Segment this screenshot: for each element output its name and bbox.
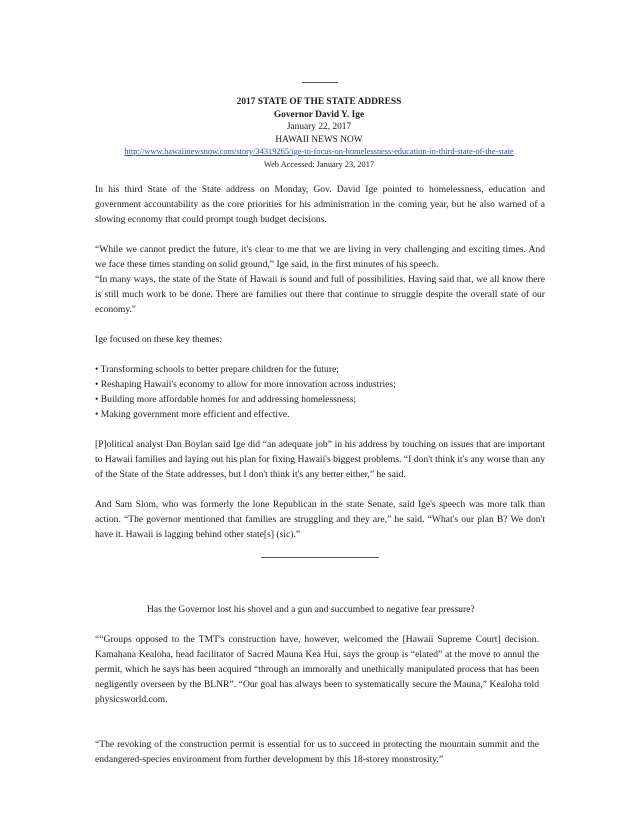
theme-item: • Making government more efficient and effective. — [95, 409, 290, 420]
quote-paragraph-1: “While we cannot predict the future, it's clear to me that we are living in very challenging and exciting times. And we face these times standing on solid ground,” Ige said, in the first minutes of his speech. — [95, 244, 545, 270]
intro-paragraph: In his third State of the State address on Monday, Gov. David Ige pointed to homelessness, education and government accountability as the core priorities for his administration in the coming year, but he also warned of a slowing economy that could prompt tough budget decisions. — [95, 184, 545, 225]
document-body — [95, 182, 545, 767]
slom-paragraph: And Sam Slom, who was formerly the lone Republican in the state Senate, said Ige's speech was more talk than action. “The governor mentioned that families are struggling and they are,” he said. “What's our plan B? We don't have it. Hawaii is lagging behind other state[s] (sic).” — [95, 499, 545, 540]
theme-item: • Building more affordable homes for and addressing homelessness; — [95, 394, 357, 405]
document-title: 2017 STATE OF THE STATE ADDRESS — [236, 97, 402, 107]
speech-date: January 22, 2017 — [286, 122, 352, 132]
tmt-quote: ““Groups opposed to the TMT's construction have, however, welcomed the [Hawaii Supreme Court] decision. Kamahana Kealoha, head facilitator of Sacred Mauna Kea Hui, says the group is “elated” at the move to annul the permit, which he says has been acquired “through an immorally and unethically manipulated process that has been negligently overseen by the BLNR”. “Our goal has always been to systematically secure the Mauna,” Kealoha told physicsworld.com. — [95, 634, 539, 705]
boylan-paragraph: [P]olitical analyst Dan Boylan said Ige did “an adequate job” in his address by touching on issues that are important to Hawaii families and laying out his plan for fixing Hawaii's biggest problems. “I don't think it's any worse than any of the State of the State addresses, but I don't think it's any better either,” he said. — [95, 439, 545, 480]
themes-intro: Ige focused on these key themes: — [95, 334, 223, 345]
header-rule — [302, 82, 338, 83]
question-heading: Has the Governor lost his shovel and a gun and succumbed to negative fear pressure? — [147, 604, 475, 615]
speaker-name: Governor David Y. Ige — [273, 109, 365, 120]
quote-paragraph-2: “In many ways, the state of the State of Hawaii is sound and full of possibilities. Having said that, we all know there is still much work to be done. There are families out there that continue to struggle despite the overall state of our economy." — [95, 274, 545, 315]
accessed-date: Web Accessed: January 23, 2017 — [263, 159, 375, 169]
source-name: HAWAII NEWS NOW — [275, 134, 363, 145]
revoking-quote: “The revoking of the construction permit is essential for us to succeed in protecting the mountain summit and the endangered-species environment from further development by this 18-storey monstrosity.” — [95, 739, 539, 765]
source-link[interactable]: http://www.hawaiinewsnow.com/story/34319265/ige-to-focus-on-homelessness-education-in-third-state-of-the-state — [124, 147, 514, 156]
theme-item: • Transforming schools to better prepare children for the future; — [95, 364, 339, 375]
section-divider — [95, 542, 545, 572]
document-header — [0, 96, 638, 171]
theme-item: • Reshaping Hawaii's economy to allow for more innovation across industries; — [95, 379, 396, 390]
